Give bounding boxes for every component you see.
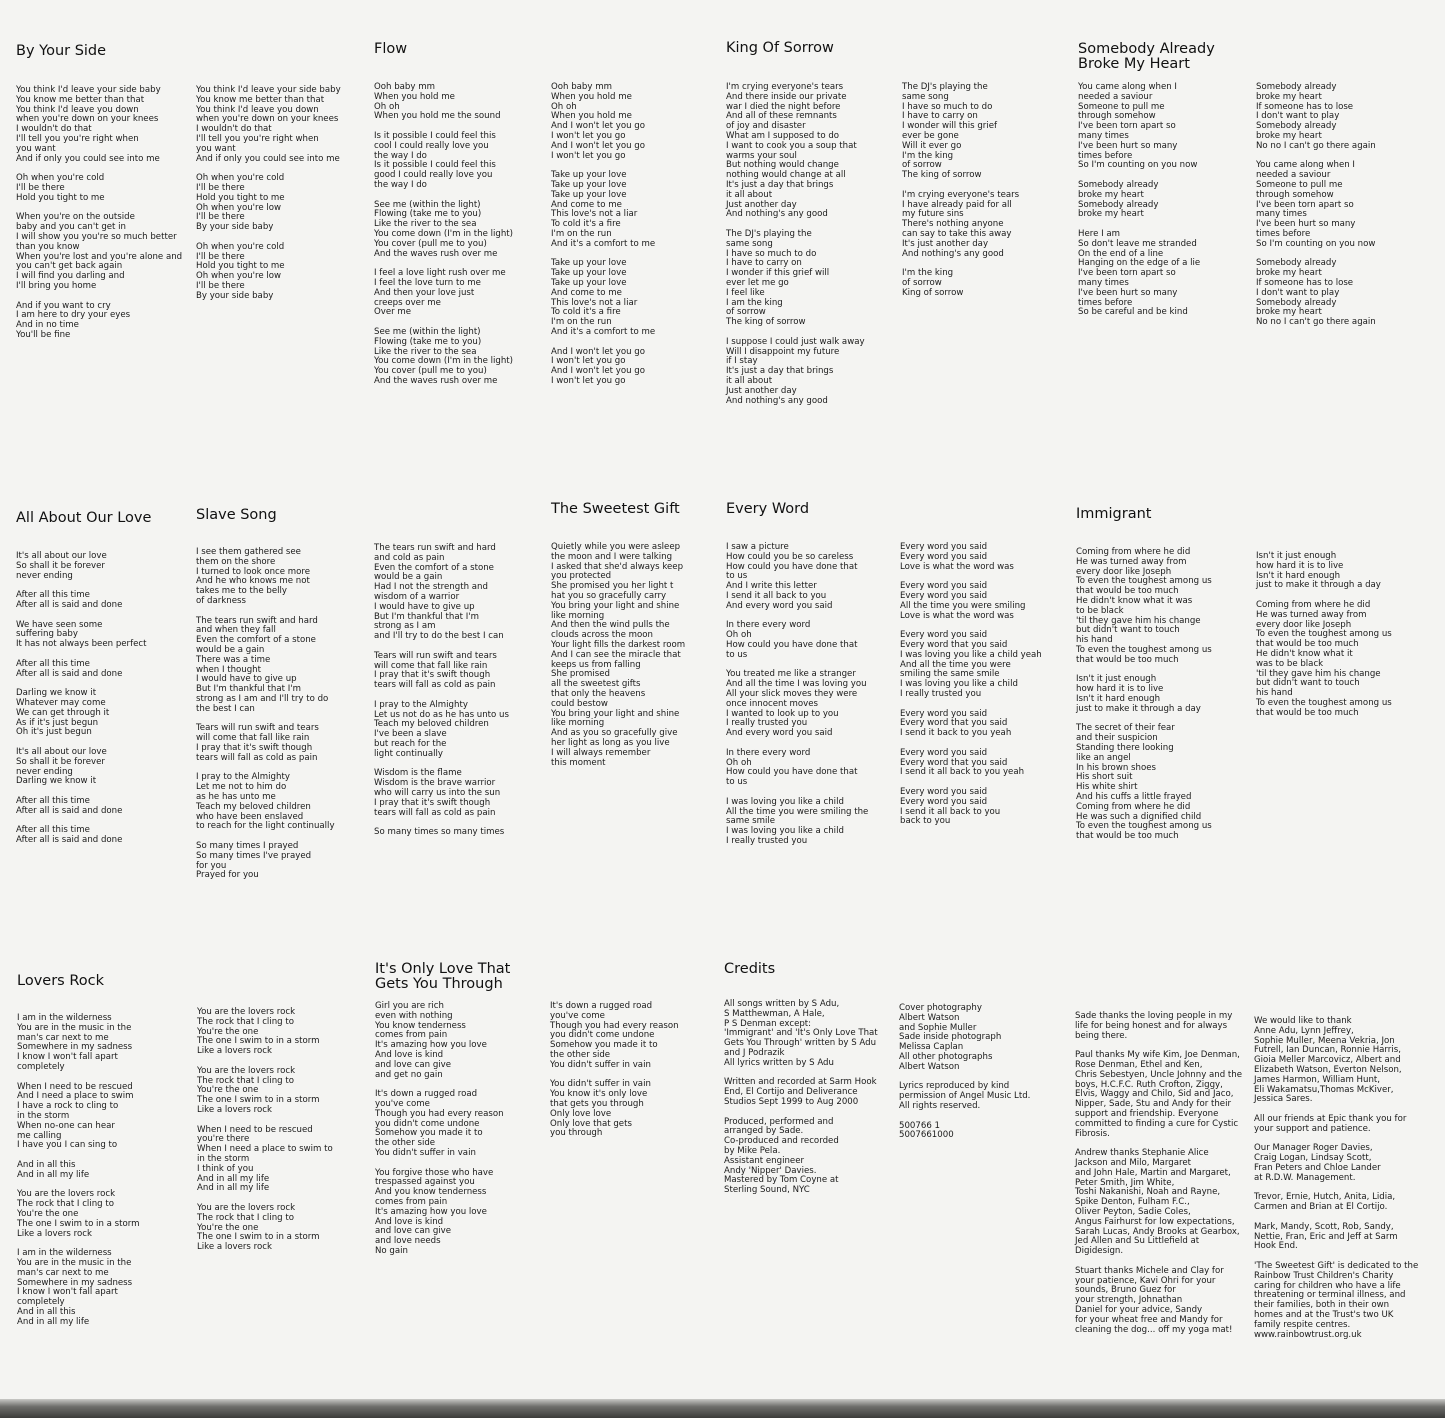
lyric-stanza: So many times so many times: [374, 827, 505, 838]
lyric-stanza: Ooh baby mm When you hold me Oh oh When you hold me the sound: [374, 82, 501, 122]
lyric-stanza: Isn't it just enough how hard it is to live Isn't it hard enough just to make it through a day: [1076, 674, 1201, 714]
song-title-king-of-sorrow: King Of Sorrow: [726, 40, 834, 56]
lyric-stanza: Ooh baby mm When you hold me Oh oh When you hold me And I won't let you go I won't let you go And I won't let you go I won't let you go: [551, 82, 645, 161]
lyric-stanza: Quietly while you were asleep the moon and I were talking I asked that she'd always keep you protected She promised you her light t hat you so gracefully carry You bring your light and shine like morning And then the wind pulls the clouds across the moon Your light fills the darkest room And I can see the miracle that keeps us from falling She promised all the sweetest gifts that only the heavens could bestow You bring your light and shine like morning And as you so gracefully give her light as long as you live I will always remember this moment: [551, 542, 686, 768]
lyric-stanza: Here I am So don't leave me stranded On the end of a line Hanging on the edge of a lie I've been torn apart so many times I've been hurt so many times before So be careful and be kind: [1078, 228, 1201, 318]
credit-paragraph: Trevor, Ernie, Hutch, Anita, Lidia, Carmen and Brian at El Cortijo.: [1254, 1192, 1396, 1213]
song-title-by-your-side: By Your Side: [16, 43, 107, 59]
lyric-stanza: I was loving you like a child All the time you were smiling the same smile I was loving you like a child I really trusted you: [726, 796, 869, 846]
lyric-stanza: Somebody already broke my heart If someone has to lose I don't want to play Somebody already broke my heart No no I can't go there again: [1256, 82, 1376, 151]
lyric-stanza: It's all about our love So shall it be forever never ending: [16, 551, 107, 581]
song-title-its-only-love: It's Only Love That Gets You Through: [375, 961, 511, 992]
credit-paragraph: We would like to thank Anne Adu, Lynn Jeffrey, Sophie Muller, Meena Vekria, Jon Futrell, Ian Duncan, Ronnie Harris, Gioia Meller Marcovicz, Albert and Elizabeth Watson, Everton Nelson, James Harmon, William Hunt, Eli Wakamatsu,Thomas McKiver, Jessica Sares.: [1254, 1016, 1402, 1105]
lyric-stanza: When I need to be rescued And I need a place to swim I have a rock to cling to in the storm When no-one can hear me calling I have you I can sing to: [17, 1081, 134, 1151]
scan-edge-shadow: [0, 1399, 1445, 1418]
lyric-stanza: The DJ's playing the same song I have so much to do I have to carry on I wonder if this grief will ever let me go I feel like I am the king of sorrow The king of sorrow: [726, 228, 830, 328]
lyric-stanza: After all this time After all is said and done: [16, 658, 123, 679]
lyric-stanza: I am in the wilderness You are in the music in the man's car next to me Somewhere in my sadness I know I won't fall apart completely And in all this And in all my life: [17, 1248, 133, 1327]
credit-paragraph: All our friends at Epic thank you for your support and patience.: [1254, 1113, 1407, 1134]
lovers-rock-column-2: [197, 1008, 369, 1263]
lyric-stanza: You treated me like a stranger And all the time I was loving you All your slick moves they were once innocent moves I wanted to look up to you I really trusted you And every word you said: [726, 669, 867, 739]
lyric-stanza: And in all this And in all my life: [17, 1159, 90, 1180]
lyric-stanza: I pray to the Almighty Let us not do as he has unto us Teach my beloved children I've been a slave but reach for the light continually: [374, 699, 509, 759]
all-about-our-love-column-1: [16, 552, 188, 856]
lyric-stanza: In there every word Oh oh How could you have done that to us: [726, 620, 858, 660]
lyric-stanza: Girl you are rich even with nothing You know tenderness comes from pain It's amazing how you love And love is kind and love can give and get no gain: [375, 1001, 487, 1080]
its-only-love-column-2: [550, 1002, 722, 1149]
lyric-stanza: The DJ's playing the same song I have so much to do I have to carry on I wonder will this grief ever be gone Will it ever go I'm the king of sorrow The king of sorrow: [902, 82, 998, 181]
lyric-stanza: I'm crying everyone's tears And there inside our private war I died the night before And all of these remnants of joy and disaster What am I supposed to do I want to cook you a soup that warms your soul But nothing would change nothing would change at all It's just a day that brings it all about Just another day And nothing's any good: [726, 82, 857, 220]
lyric-stanza: The tears run swift and hard and when they fall Even the comfort of a stone would be a gain There was a time when I thought I would have to give up But I'm thankful that I'm strong as I am and I'll try to do the best I can: [196, 615, 329, 714]
lovers-rock-column-1: [17, 1014, 189, 1337]
lyric-stanza: I see them gathered see them on the shore I turned to look once more And he who knows me not takes me to the belly of darkness: [196, 547, 311, 606]
lyric-stanza: Take up your love Take up your love Take up your love And come to me This love's not a liar To cold it's a fire I'm on the run And it's a comfort to me: [551, 170, 656, 249]
credits-column-2: [899, 1004, 1077, 1151]
lyric-stanza: It's down a rugged road you've come Though you had every reason you didn't come undone Somehow you made it to the other side You didn't suffer in vain: [375, 1089, 504, 1158]
somebody-already-broke-my-heart-column-2: [1256, 83, 1428, 338]
lyric-stanza: Wisdom is the flame Wisdom is the brave warrior who will carry us into the sun I pray that it's swift though tears will fall as cold as pain: [374, 768, 501, 818]
lyric-stanza: You came along when I needed a saviour Someone to pull me through somehow I've been torn apart so many times I've been hurt so many times before So I'm counting on you now: [1256, 160, 1376, 249]
lyric-stanza: I feel a love light rush over me I feel the love turn to me And then your love just creeps over me Over me: [374, 268, 506, 318]
song-title-credits: Credits: [724, 961, 776, 977]
lyric-stanza: Coming from where he did He was turned away from every door like Joseph To even the toughest among us that would be too much He didn't know what it was to be black 'til they gave him his change but didn't want to touch his hand To even the toughest among us that would be too much: [1076, 547, 1212, 665]
lyric-stanza: Isn't it just enough how hard it is to live Isn't it hard enough just to make it through a day: [1256, 551, 1381, 591]
lyric-stanza: You are the lovers rock The rock that I cling to You're the one The one I swim to in a storm Like a lovers rock: [197, 1202, 320, 1253]
lyric-stanza: Coming from where he did He was turned away from every door like Joseph To even the toughest among us that would be too much He didn't know what it was to be black 'til they gave him his change but didn't want to touch his hand To even the toughest among us that would be too much: [1256, 599, 1392, 718]
lyric-stanza: Is it possible I could feel this cool I could really love you the way I do Is it possible I could feel this good I could really love you the way I do: [374, 130, 496, 190]
lyric-stanza: After all this time After all is said and done: [16, 825, 123, 846]
king-of-sorrow-column-2: [902, 83, 1074, 308]
lyric-stanza: Oh when you're cold I'll be there Hold you tight to me: [16, 173, 105, 203]
lyric-stanza: Tears will run swift and tears will come that fall like rain I pray that it's swift though tears will fall as cold as pain: [196, 723, 319, 763]
somebody-already-broke-my-heart-column-1: [1078, 83, 1250, 328]
every-word-column-1: [726, 543, 898, 857]
song-title-slave-song: Slave Song: [196, 507, 277, 523]
lyric-stanza: Every word you said Every word that you said I send it all back to you yeah: [900, 747, 1025, 778]
lyric-stanza: Somebody already broke my heart Somebody already broke my heart: [1078, 179, 1159, 220]
lyric-stanza: Oh when you're cold I'll be there Hold you tight to me Oh when you're low I'll be there By your side baby: [196, 241, 285, 301]
lyric-stanza: The tears run swift and hard and cold as pain Even the comfort of a stone would be a gain Had I not the strength and wisdom of a warrior I would have to give up But I'm thankful that I'm strong as I am and I'll try to do the best I can: [374, 543, 504, 642]
lyric-stanza: After all this time After all is said and done: [16, 590, 123, 610]
lyric-stanza: It's down a rugged road you've come Though you had every reason you didn't come undone Somehow you made it to the other side You didn't suffer in vain: [550, 1001, 679, 1070]
lyric-stanza: I am in the wilderness You are in the music in the man's car next to me Somewhere in my sadness I know I won't fall apart completely: [17, 1013, 133, 1072]
by-your-side-column-2: [196, 86, 368, 311]
credit-paragraph: Our Manager Roger Davies, Craig Logan, Lindsay Scott, Fran Peters and Chloe Lander at R.D.W. Management.: [1254, 1143, 1381, 1183]
lyric-stanza: You are the lovers rock The rock that I cling to You're the one The one I swim to in a storm Like a lovers rock: [197, 1007, 320, 1057]
lyric-stanza: When I need to be rescued you're there When I need a place to swim to in the storm I think of you And in all my life And in all my life: [197, 1124, 333, 1194]
credit-paragraph: Mark, Mandy, Scott, Rob, Sandy, Nettie, Fran, Eric and Jeff at Sarm Hook End.: [1254, 1221, 1398, 1252]
song-title-all-about-our-love: All About Our Love: [16, 510, 152, 526]
immigrant-column-1: [1076, 548, 1248, 852]
lyric-stanza: You are the lovers rock The rock that I cling to You're the one The one I swim to in a storm Like a lovers rock: [17, 1189, 140, 1239]
song-title-immigrant: Immigrant: [1076, 506, 1152, 522]
lyric-stanza: You didn't suffer in vain You know it's only love that gets you through Only love love Only love that gets you through: [550, 1079, 651, 1139]
lyric-stanza: Somebody already broke my heart If someone has to lose I don't want to play Somebody already broke my heart No no I can't go there again: [1256, 258, 1376, 328]
credit-paragraph: All songs written by S Adu, S Matthewman, A Hale, P S Denman except: 'Immigrant' and 'It's Only Love That Gets You Through' written by S Adu and J Podrazik All lyrics written by S Adu: [724, 999, 878, 1068]
thanks-column-2: [1254, 1017, 1432, 1350]
credit-paragraph: Paul thanks My wife Kim, Joe Denman, Rose Denman, Ethel and Ken, Chris Sebestyen, Uncle Johnny and the boys, H.C.F.C. Ruth Crofton, Ziggy, Elvis, Waggy and Chilo, Sid and Jaco, Nipper, Sade, Stu and Andy for their support and friendship. Everyone committed to finding a cure for Cystic Fibrosis.: [1075, 1050, 1243, 1139]
thanks-column-1: [1075, 1012, 1253, 1345]
credit-paragraph: 'The Sweetest Gift' is dedicated to the Rainbow Trust Children's Charity caring for children who have a life threatening or terminal illness, and their families, both in their own homes and at the Trust's two UK family respite centres. www.rainbowtrust.org.uk: [1254, 1260, 1419, 1340]
flow-column-1: [374, 83, 546, 397]
lyric-stanza: So many times I prayed So many times I've prayed for you Prayed for you: [196, 840, 312, 881]
lyric-stanza: See me (within the light) Flowing (take me to you) Like the river to the sea You come down (I'm in the light) You cover (pull me to you) And the waves rush over me: [374, 326, 513, 386]
lyric-stanza: You came along when I needed a saviour Someone to pull me through somehow I've been torn apart so many times I've been hurt so many times before So I'm counting on you now: [1078, 82, 1198, 171]
lyric-stanza: I'm the king of sorrow King of sorrow: [902, 268, 964, 298]
the-sweetest-gift-column-1: [551, 543, 723, 778]
lyric-stanza: Every word you said Every word you said All the time you were smiling Love is what the word was: [900, 581, 1026, 621]
lyric-stanza: See me (within the light) Flowing (take me to you) Like the river to the sea You come down (I'm in the light) You cover (pull me to you) And the waves rush over me: [374, 199, 513, 259]
lyric-stanza: The secret of their fear and their suspicion Standing there looking like an angel In his brown shoes His short suit His white shirt And his cuffs a little frayed Coming from where he did He was such a dignified child To even the toughest among us that would be too much: [1076, 723, 1212, 842]
credit-paragraph: Written and recorded at Sarm Hook End, El Cortijo and Deliverance Studios Sept 1999 to Aug 2000: [724, 1077, 877, 1107]
lyric-stanza: Darling we know it Whatever may come We can get through it As if it's just begun Oh it's just begun: [16, 688, 110, 738]
its-only-love-column-1: [375, 1002, 547, 1267]
lyric-stanza: Oh when you're cold I'll be there Hold you tight to me Oh when you're low I'll be there By your side baby: [196, 173, 285, 233]
lyric-stanza: I suppose I could just walk away Will I disappoint my future if I stay It's just a day that brings it all about Just another day And nothing's any good: [726, 336, 865, 406]
credit-paragraph: Sade thanks the loving people in my life for being honest and for always being there.: [1075, 1011, 1233, 1041]
lyric-stanza: I'm crying everyone's tears I have already paid for all my future sins There's nothing anyone can say to take this away It's just another day And nothing's any good: [902, 189, 1020, 259]
lyric-stanza: When you're on the outside baby and you can't get in I will show you you're so much better than you know When you're lost and you're alone and you can't get back again I will find you darling and I'll bring you home: [16, 212, 183, 291]
song-title-flow: Flow: [374, 41, 408, 57]
song-title-somebody-already-broke-my-heart: Somebody Already Broke My Heart: [1078, 41, 1215, 72]
credit-paragraph: Cover photography Albert Watson and Sophie Muller Sade inside photograph Melissa Caplan All other photographs Albert Watson: [899, 1003, 1002, 1072]
song-title-lovers-rock: Lovers Rock: [17, 973, 104, 989]
credit-paragraph: Lyrics reproduced by kind permission of Angel Music Ltd. All rights reserved.: [899, 1081, 1031, 1111]
lyric-stanza: I saw a picture How could you be so careless How could you have done that to us And I write this letter I send it all back to you And every word you said: [726, 542, 858, 611]
lyric-stanza: Tears will run swift and tears will come that fall like rain I pray that it's swift though tears will fall as cold as pain: [374, 650, 497, 691]
slave-song-column-2: [374, 544, 546, 848]
lyric-stanza: We have seen some suffering baby It has not always been perfect: [16, 619, 147, 650]
credit-paragraph: Stuart thanks Michele and Clay for your patience, Kavi Ohri for your sounds, Bruno Guez for your strength, Johnathan Daniel for your advice, Sandy for your wheat free and Mandy for cleaning the dog... off my yoga mat!: [1075, 1265, 1233, 1335]
by-your-side-column-1: [16, 86, 188, 351]
lyric-stanza: Every word you said Every word you said I send it all back to you back to you: [900, 786, 1001, 827]
lyric-stanza: I pray to the Almighty Let me not to him do as he has unto me Teach my beloved children who have been enslaved to reach for the light continually: [196, 772, 335, 832]
lyric-stanza: You think I'd leave your side baby You know me better than that You think I'd leave you down when you're down on your knees I wouldn't do that I'll tell you you're right when you want And if only you could see into me: [196, 85, 341, 164]
lyric-stanza: Take up your love Take up your love Take up your love And come to me This love's not a liar To cold it's a fire I'm on the run And it's a comfort to me: [551, 258, 656, 337]
lyric-stanza: Every word you said Every word that you said I was loving you like a child yeah And all the time you were smiling the same smile I was loving you like a child I really trusted you: [900, 630, 1042, 699]
king-of-sorrow-column-1: [726, 83, 898, 416]
credits-column-1: [724, 1000, 902, 1206]
immigrant-column-2: [1256, 552, 1428, 728]
song-title-every-word: Every Word: [726, 501, 810, 517]
lyric-stanza: It's all about our love So shall it be forever never ending Darling we know it: [16, 746, 107, 787]
lyric-stanza: After all this time After all is said and done: [16, 795, 123, 816]
song-title-the-sweetest-gift: The Sweetest Gift: [551, 501, 680, 517]
lyric-stanza: Every word you said Every word that you said I send it back to you yeah: [900, 708, 1012, 739]
every-word-column-2: [900, 543, 1072, 837]
slave-song-column-1: [196, 548, 368, 891]
flow-column-2: [551, 83, 723, 397]
lyric-stanza: And if you want to cry I am here to dry your eyes And in no time You'll be fine: [16, 300, 131, 340]
credit-paragraph: Andrew thanks Stephanie Alice Jackson and Milo, Margaret and John Hale, Martin and Margaret, Peter Smith, Jim White, Toshi Nakanishi, Noah and Rayne, Spike Denton, Fulham F.C., Oliver Peyton, Sadie Coles, Angus Fairhurst for low expectations, Sarah Lucas, Andy Brooks at Gearbox, Jed Allen and Su Littlefield at Digidesign.: [1075, 1148, 1240, 1257]
lyric-stanza: You think I'd leave your side baby You know me better than that You think I'd leave you down when you're down on your knees I wouldn't do that I'll tell you you're right when you want And if only you could see into me: [16, 85, 161, 164]
lyric-stanza: In there every word Oh oh How could you have done that to us: [726, 747, 858, 788]
credit-paragraph: 500766 1 5007661000: [899, 1120, 954, 1141]
lyric-stanza: You are the lovers rock The rock that I cling to You're the one The one I swim to in a storm Like a lovers rock: [197, 1065, 320, 1115]
lyric-stanza: Every word you said Every word you said Love is what the word was: [900, 542, 1014, 572]
lyric-stanza: And I won't let you go I won't let you go And I won't let you go I won't let you go: [551, 346, 645, 386]
credit-paragraph: Produced, performed and arranged by Sade. Co-produced and recorded by Mike Pela. Assistant engineer Andy 'Nipper' Davies. Mastered by Tom Coyne at Sterling Sound, NYC: [724, 1116, 839, 1196]
lyric-stanza: You forgive those who have trespassed against you And you know tenderness comes from pain It's amazing how you love And love is kind and love can give and love needs No gain: [375, 1167, 494, 1256]
